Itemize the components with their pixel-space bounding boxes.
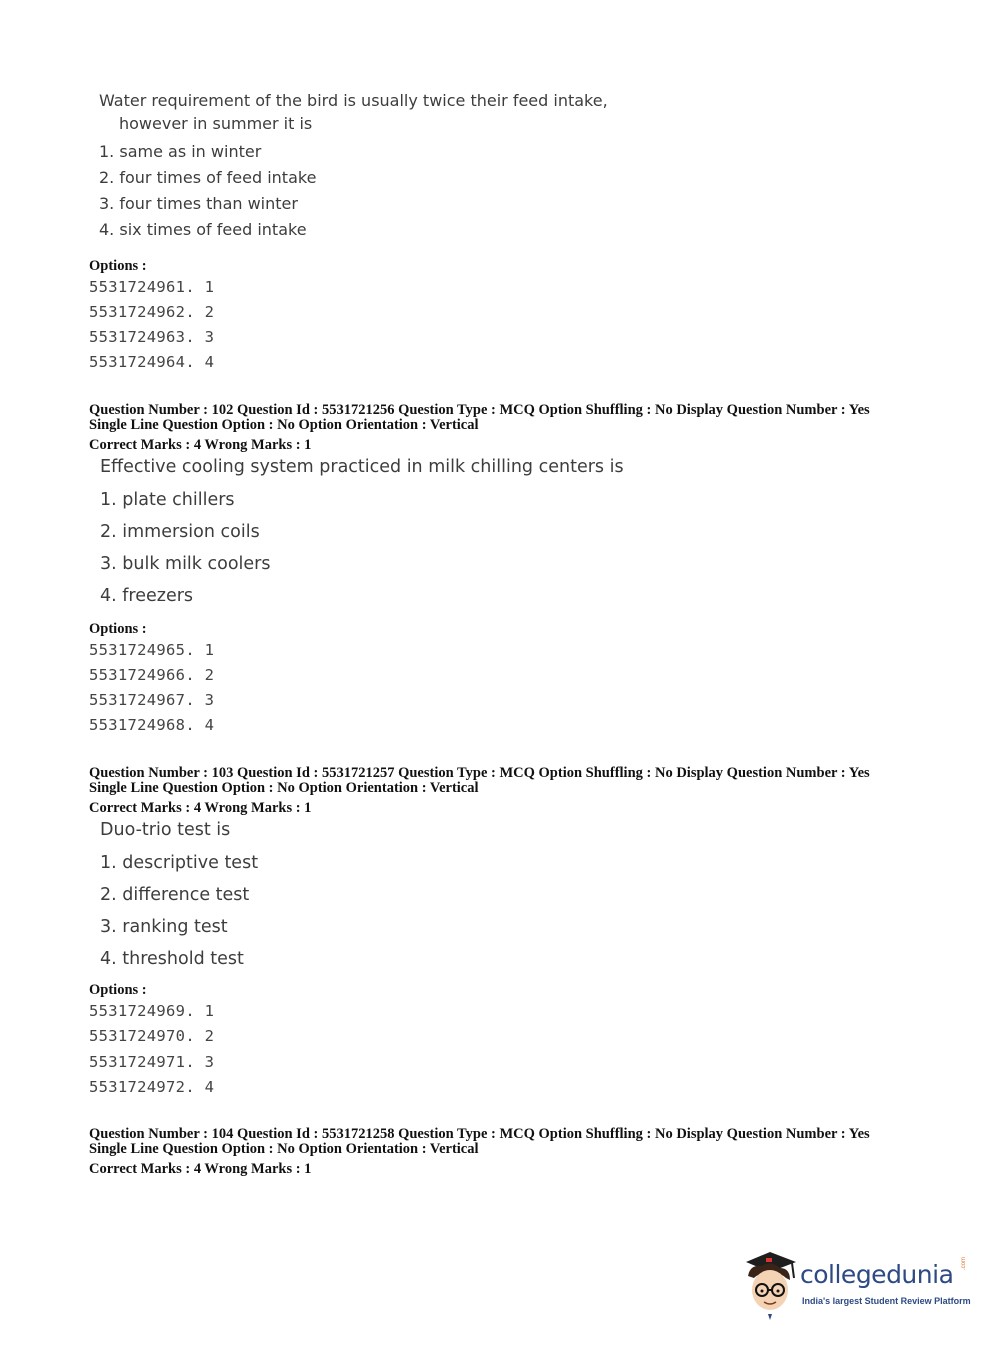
brand-domain-suffix: .com xyxy=(961,1256,967,1270)
question-header-line1: Question Number : 102 Question Id : 5531721256 Question Type : MCQ Option Shuffling : No Display Question Number : Yes xyxy=(89,402,870,418)
question-marks: Correct Marks : 4 Wrong Marks : 1 xyxy=(89,437,312,453)
choice-4: 4. freezers xyxy=(100,586,194,606)
question-header-line1: Question Number : 103 Question Id : 5531721257 Question Type : MCQ Option Shuffling : No Display Question Number : Yes xyxy=(89,765,870,781)
choice-2: 2. immersion coils xyxy=(100,522,260,542)
choice-3: 3. ranking test xyxy=(100,917,228,937)
option-id-2: 5531724970. 2 xyxy=(89,1027,215,1045)
question-stem-line2: however in summer it is xyxy=(119,114,313,133)
option-id-3: 5531724971. 3 xyxy=(89,1053,215,1071)
choice-1: 1. descriptive test xyxy=(100,853,259,873)
option-id-4: 5531724972. 4 xyxy=(89,1078,215,1096)
brand-tagline: India's largest Student Review Platform xyxy=(802,1296,971,1306)
option-id-1: 5531724961. 1 xyxy=(89,278,215,296)
option-id-3: 5531724967. 3 xyxy=(89,691,215,709)
question-stem: Effective cooling system practiced in milk chilling centers is xyxy=(100,457,624,477)
question-header-line1: Question Number : 104 Question Id : 5531721258 Question Type : MCQ Option Shuffling : No Display Question Number : Yes xyxy=(89,1126,870,1142)
collegedunia-logo xyxy=(740,1248,970,1328)
question-marks: Correct Marks : 4 Wrong Marks : 1 xyxy=(89,800,312,816)
question-marks: Correct Marks : 4 Wrong Marks : 1 xyxy=(89,1161,312,1177)
question-header-line2: Single Line Question Option : No Option Orientation : Vertical xyxy=(89,780,479,796)
options-label: Options : xyxy=(89,982,147,998)
option-id-4: 5531724968. 4 xyxy=(89,716,215,734)
option-id-2: 5531724966. 2 xyxy=(89,666,215,684)
question-header-line2: Single Line Question Option : No Option Orientation : Vertical xyxy=(89,1141,479,1157)
option-id-1: 5531724969. 1 xyxy=(89,1002,215,1020)
choice-4: 4. six times of feed intake xyxy=(99,220,307,239)
choice-3: 3. four times than winter xyxy=(99,194,298,213)
choice-2: 2. four times of feed intake xyxy=(99,168,317,187)
option-id-2: 5531724962. 2 xyxy=(89,303,215,321)
question-stem: Duo-trio test is xyxy=(100,820,231,840)
choice-3: 3. bulk milk coolers xyxy=(100,554,271,574)
choice-2: 2. difference test xyxy=(100,885,250,905)
option-id-1: 5531724965. 1 xyxy=(89,641,215,659)
question-stem-line1: Water requirement of the bird is usually twice their feed intake, xyxy=(99,91,608,110)
question-header-line2: Single Line Question Option : No Option Orientation : Vertical xyxy=(89,417,479,433)
option-id-4: 5531724964. 4 xyxy=(89,353,215,371)
choice-4: 4. threshold test xyxy=(100,949,244,969)
options-label: Options : xyxy=(89,621,147,637)
mascot-icon xyxy=(740,1248,800,1320)
option-id-3: 5531724963. 3 xyxy=(89,328,215,346)
brand-name: collegedunia xyxy=(800,1260,954,1289)
options-label: Options : xyxy=(89,258,147,274)
choice-1: 1. plate chillers xyxy=(100,490,235,510)
choice-1: 1. same as in winter xyxy=(99,142,262,161)
